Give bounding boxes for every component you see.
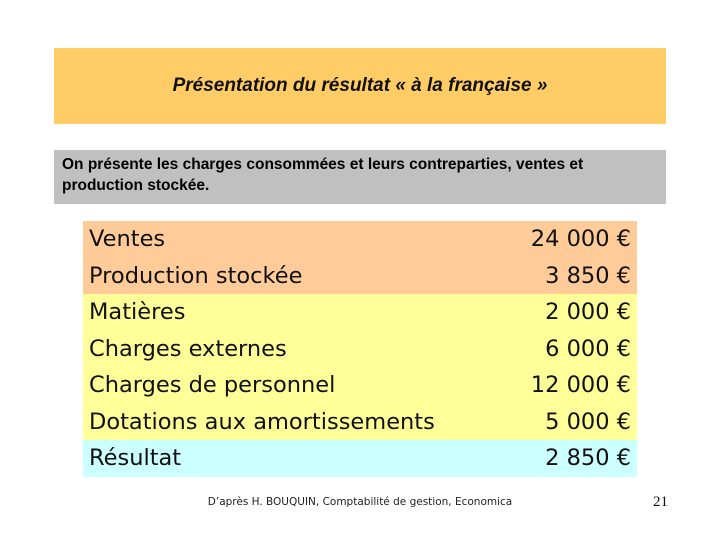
row-amount: 12 000 €: [530, 372, 631, 399]
table-row: [83, 221, 637, 258]
table-row: [83, 404, 637, 441]
table-row: [83, 258, 637, 295]
page-number: 21: [653, 494, 668, 510]
row-amount: 2 850 €: [545, 445, 631, 472]
row-label: Ventes: [89, 226, 166, 253]
title-banner: [54, 48, 666, 124]
intro-text: On présente les charges consommées et leurs contreparties, ventes et production stockée.: [62, 156, 584, 194]
row-label: Charges de personnel: [89, 372, 336, 399]
row-label: Production stockée: [89, 262, 303, 289]
source-citation: D’après H. BOUQUIN, Comptabilité de gestion, Economica: [207, 496, 513, 508]
intro-box: [54, 150, 666, 204]
row-amount: 24 000 €: [530, 226, 631, 253]
table-row: [83, 367, 637, 404]
row-label: Résultat: [89, 445, 182, 472]
row-amount: 6 000 €: [545, 335, 631, 362]
slide-title: Présentation du résultat « à la française »: [172, 75, 548, 96]
row-amount: 5 000 €: [545, 408, 631, 435]
table-row: [83, 294, 637, 331]
income-statement-table: [83, 221, 637, 477]
table-row-result: [83, 440, 637, 477]
row-amount: 3 850 €: [545, 262, 631, 289]
row-label: Matières: [89, 299, 186, 326]
row-label: Dotations aux amortissements: [89, 408, 435, 435]
row-amount: 2 000 €: [545, 299, 631, 326]
row-label: Charges externes: [89, 335, 287, 362]
table-row: [83, 331, 637, 368]
